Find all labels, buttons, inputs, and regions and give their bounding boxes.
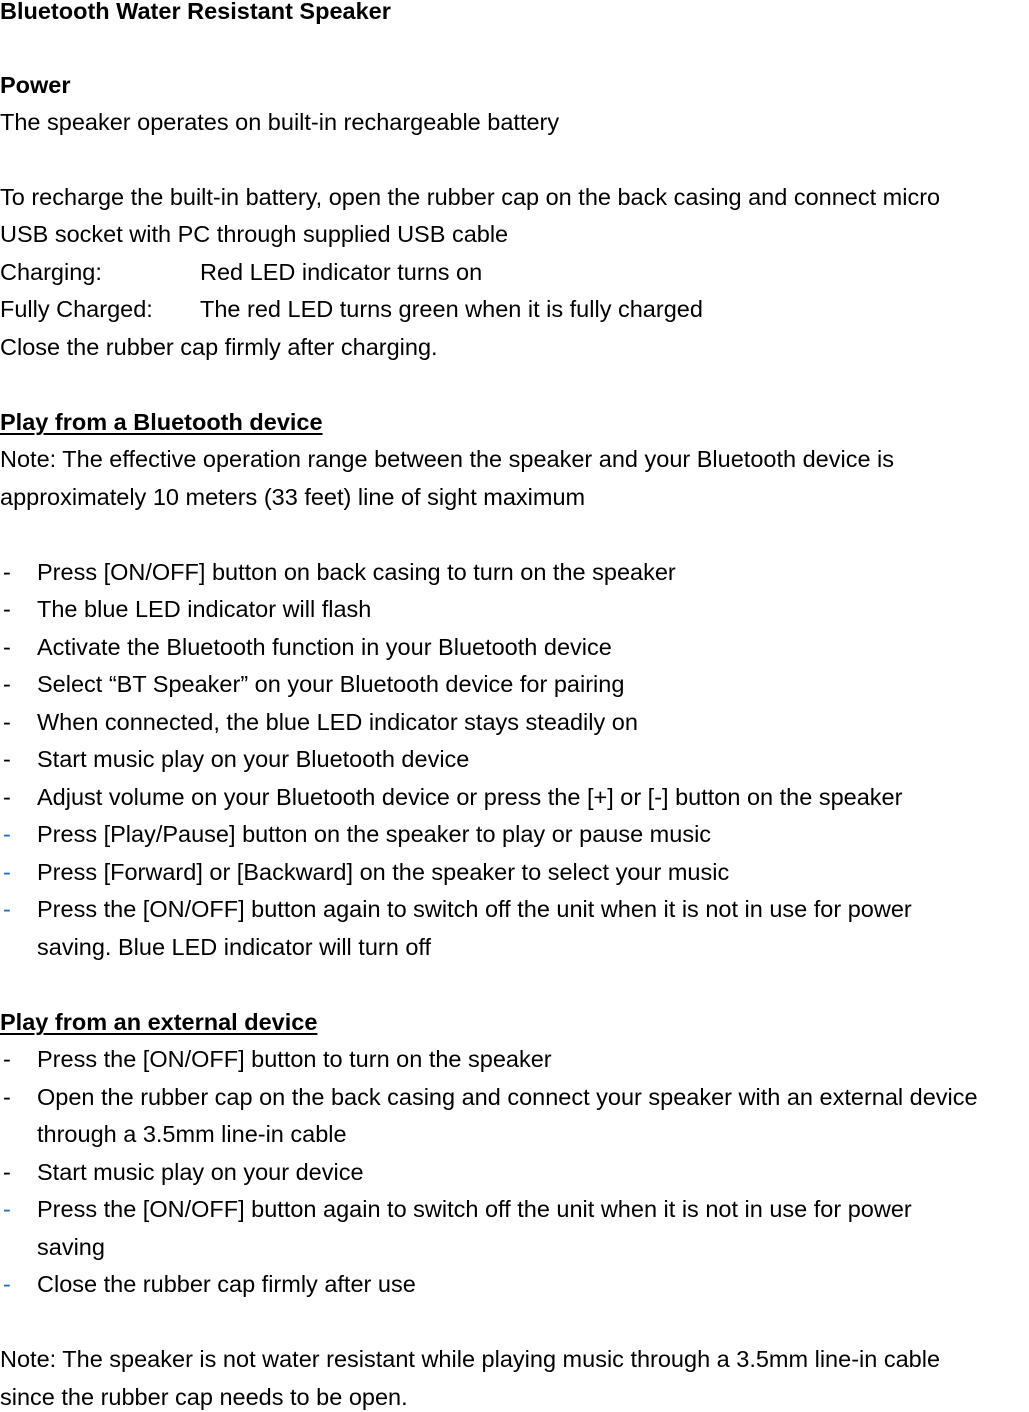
list-item: Press [ON/OFF] button on back casing to turn on the speaker: [37, 559, 676, 585]
list-bullet: -: [3, 1196, 11, 1222]
charging-value: Red LED indicator turns on: [200, 259, 483, 285]
bluetooth-note-line-2: approximately 10 meters (33 feet) line of sight maximum: [0, 484, 586, 510]
list-item-continuation: through a 3.5mm line-in cable: [37, 1121, 347, 1147]
list-bullet: -: [3, 709, 11, 735]
list-bullet: -: [3, 1271, 11, 1297]
list-item-continuation: saving. Blue LED indicator will turn off: [37, 934, 432, 960]
list-item: Start music play on your device: [37, 1159, 364, 1185]
list-item: Adjust volume on your Bluetooth device or press the [+] or [-] button on the speaker: [37, 784, 903, 810]
fully-charged-value: The red LED turns green when it is fully charged: [200, 296, 703, 322]
power-intro: The speaker operates on built-in rechargeable battery: [0, 109, 560, 135]
list-bullet: -: [3, 896, 11, 922]
list-item: Open the rubber cap on the back casing and connect your speaker with an external device: [37, 1084, 978, 1110]
list-item: Start music play on your Bluetooth device: [37, 746, 470, 772]
list-bullet: -: [3, 1159, 11, 1185]
recharge-text-line-2: USB socket with PC through supplied USB cable: [0, 221, 509, 247]
power-heading: Power: [0, 72, 71, 98]
list-bullet: -: [3, 1046, 11, 1072]
list-bullet: -: [3, 1084, 11, 1110]
list-item: Press [Forward] or [Backward] on the speaker to select your music: [37, 859, 730, 885]
bluetooth-note-line-1: Note: The effective operation range between the speaker and your Bluetooth device is: [0, 446, 895, 472]
list-bullet: -: [3, 596, 11, 622]
list-bullet: -: [3, 784, 11, 810]
list-bullet: -: [3, 859, 11, 885]
external-heading: Play from an external device: [0, 1009, 318, 1035]
list-item-continuation: saving: [37, 1234, 105, 1260]
list-item: Press [Play/Pause] button on the speaker to play or pause music: [37, 821, 712, 847]
list-bullet: -: [3, 671, 11, 697]
final-note-line-1: Note: The speaker is not water resistant while playing music through a 3.5mm line-in cable: [0, 1346, 941, 1372]
list-item: Close the rubber cap firmly after use: [37, 1271, 416, 1297]
list-bullet: -: [3, 746, 11, 772]
document-title: Bluetooth Water Resistant Speaker: [0, 0, 391, 24]
list-item: Select “BT Speaker” on your Bluetooth device for pairing: [37, 671, 625, 697]
list-item: Press the [ON/OFF] button to turn on the speaker: [37, 1046, 552, 1072]
list-item: Press the [ON/OFF] button again to switch off the unit when it is not in use for power: [37, 1196, 912, 1222]
list-item: When connected, the blue LED indicator stays steadily on: [37, 709, 638, 735]
list-item: Press the [ON/OFF] button again to switch off the unit when it is not in use for power: [37, 896, 912, 922]
list-bullet: -: [3, 634, 11, 660]
close-cap-note: Close the rubber cap firmly after charging.: [0, 334, 438, 360]
list-bullet: -: [3, 821, 11, 847]
final-note-line-2: since the rubber cap needs to be open.: [0, 1384, 408, 1410]
list-bullet: -: [3, 559, 11, 585]
list-item: Activate the Bluetooth function in your Bluetooth device: [37, 634, 612, 660]
recharge-text-line-1: To recharge the built-in battery, open the rubber cap on the back casing and connect micro: [0, 184, 941, 210]
bluetooth-heading: Play from a Bluetooth device: [0, 409, 323, 435]
fully-charged-label: Fully Charged:: [0, 296, 153, 322]
charging-label: Charging:: [0, 259, 102, 285]
list-item: The blue LED indicator will flash: [37, 596, 372, 622]
